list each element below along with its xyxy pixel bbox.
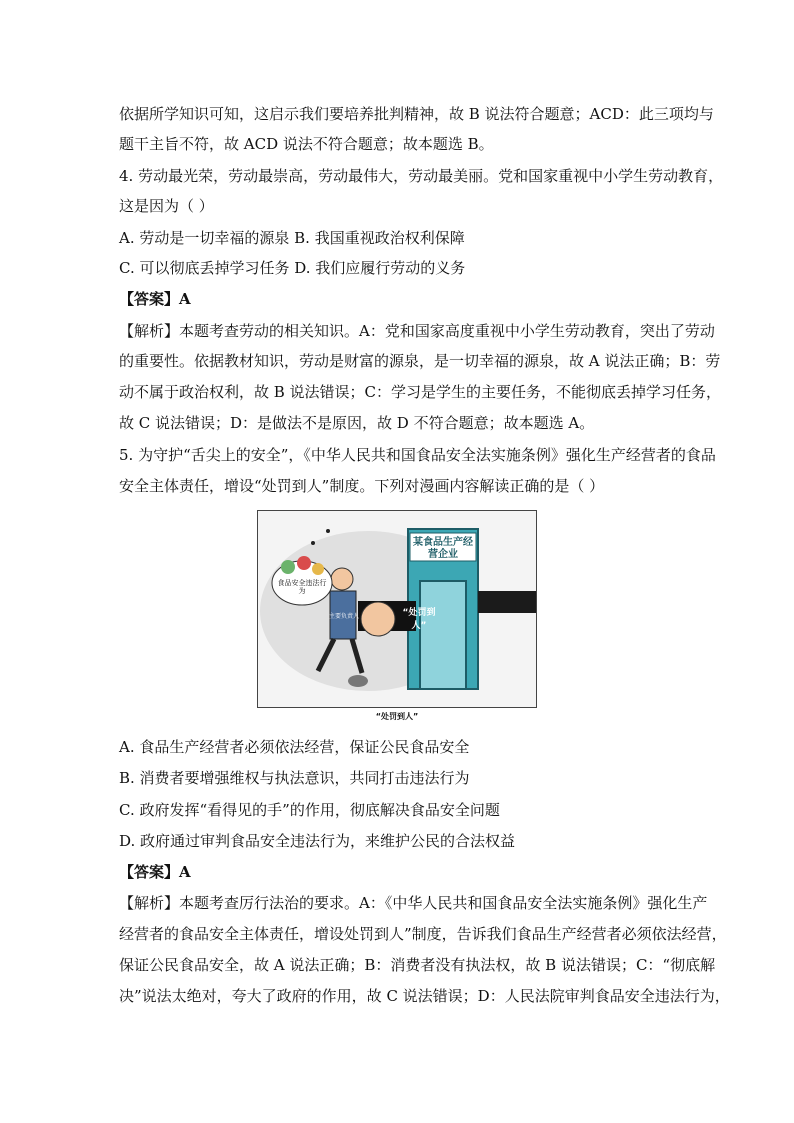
building-sign: 某食品生产经营企业 [413, 537, 473, 560]
fist-label: “处罚到人” [402, 608, 436, 631]
person-label: 主要负责人 [328, 613, 359, 620]
analysis-text: 决”说法太绝对，夸大了政府的作用，故 C 说法错误；D：人民法院审判食品安全违法行为， [119, 987, 730, 1005]
question-5-option-a: A. 食品生产经营者必须依法经营，保证公民食品安全 [119, 738, 470, 756]
question-5-stem: 5. 为守护“舌尖上的安全”，《中华人民共和国食品安全法实施条例》强化生产经营者的食品 [119, 446, 716, 464]
analysis-text: 【解析】本题考查劳动的相关知识。A：党和国家高度重视中小学生劳动教育，突出了劳动 [119, 322, 715, 340]
answer-label: 【答案】A [119, 863, 191, 881]
analysis-text: 【解析】本题考查厉行法治的要求。A：《中华人民共和国食品安全法实施条例》强化生产 [119, 894, 708, 912]
question-4-stem: 4. 劳动最光荣，劳动最崇高，劳动最伟大，劳动最美丽。党和国家重视中小学生劳动教育， [119, 167, 724, 185]
analysis-text: 的重要性。依据教材知识，劳动是财富的源泉，是一切幸福的源泉，故 A 说法正确；B：劳 [119, 352, 721, 370]
question-4-options: A. 劳动是一切幸福的源泉 B. 我国重视政治权利保障 [119, 229, 465, 247]
question-5-option-c: C. 政府发挥“看得见的手”的作用，彻底解决食品安全问题 [119, 801, 500, 819]
bowl-label: 食品安全违法行为 [277, 579, 327, 595]
analysis-text: 保证公民食品安全，故 A 说法正确；B：消费者没有执法权，故 B 说法错误；C：“彻底解 [119, 956, 716, 974]
analysis-text: 故 C 说法错误；D：是做法不是原因，故 D 不符合题意；故本题选 A。 [119, 414, 595, 432]
question-5-option-d: D. 政府通过审判食品安全违法行为，来维护公民的合法权益 [119, 832, 516, 850]
question-4-stem: 这是因为（ ） [119, 197, 214, 215]
question-5-stem: 安全主体责任，增设“处罚到人”制度。下列对漫画内容解读正确的是（ ） [119, 477, 605, 495]
cartoon-illustration [257, 510, 537, 708]
answer-label: 【答案】A [119, 290, 191, 308]
question-4-options: C. 可以彻底丢掉学习任务 D. 我们应履行劳动的义务 [119, 259, 466, 277]
text-line: 依据所学知识可知，这启示我们要培养批判精神，故 B 说法符合题意；ACD：此三项均与 [119, 105, 714, 123]
analysis-text: 动不属于政治权利，故 B 说法错误；C：学习是学生的主要任务，不能彻底丢掉学习任务， [119, 383, 722, 401]
question-5-option-b: B. 消费者要增强维权与执法意识，共同打击违法行为 [119, 769, 470, 787]
text-line: 题干主旨不符，故 ACD 说法不符合题意；故本题选 B。 [119, 135, 494, 153]
cartoon-caption: “处罚到人” [375, 712, 419, 721]
analysis-text: 经营者的食品安全主体责任，增设处罚到人”制度，告诉我们食品生产经营者必须依法经营， [119, 925, 727, 943]
